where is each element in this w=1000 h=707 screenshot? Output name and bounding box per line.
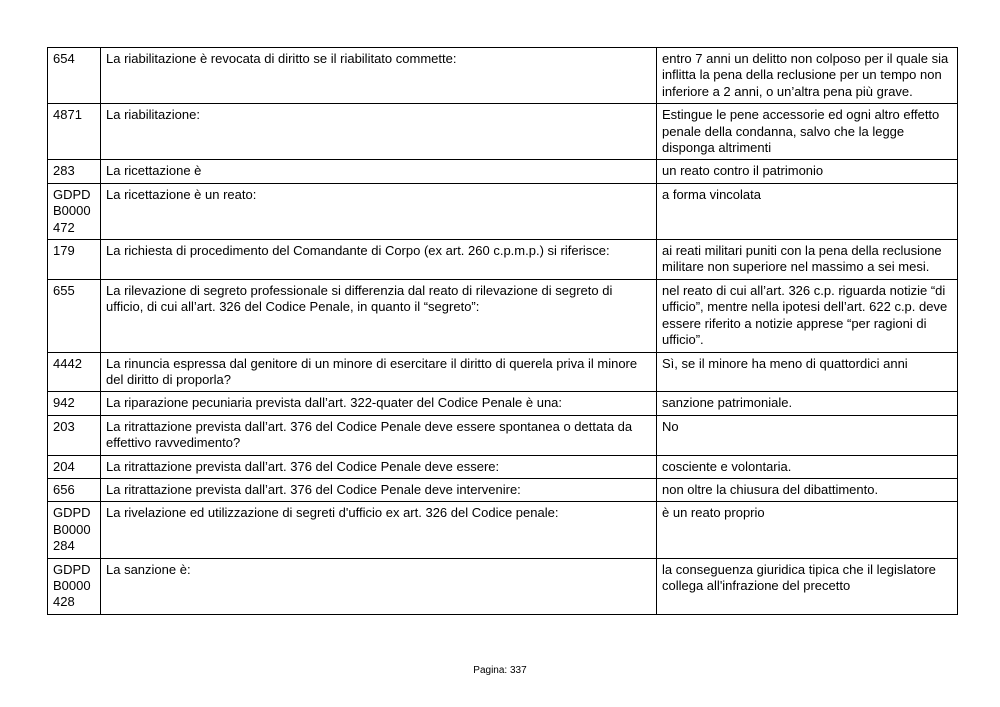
question-id-cell: 655 <box>48 279 101 352</box>
answer-cell: Estingue le pene accessorie ed ogni altro effetto penale della condanna, salvo che la legge disponga altrimenti <box>657 104 958 160</box>
answer-cell: sanzione patrimoniale. <box>657 392 958 415</box>
question-id-cell: 179 <box>48 240 101 280</box>
answer-cell: cosciente e volontaria. <box>657 455 958 478</box>
question-cell: La rinuncia espressa dal genitore di un minore di esercitare il diritto di querela priva il minore del diritto di proporla? <box>101 352 657 392</box>
answer-cell: non oltre la chiusura del dibattimento. <box>657 478 958 501</box>
answer-cell: è un reato proprio <box>657 502 958 558</box>
table-row <box>48 279 958 352</box>
question-cell: La riabilitazione è revocata di diritto se il riabilitato commette: <box>101 48 657 104</box>
quiz-table-body <box>48 48 958 615</box>
table-row <box>48 48 958 104</box>
question-id-cell: 283 <box>48 160 101 183</box>
question-cell: La ricettazione è un reato: <box>101 183 657 239</box>
table-row <box>48 558 958 614</box>
answer-cell: Sì, se il minore ha meno di quattordici anni <box>657 352 958 392</box>
question-cell: La riabilitazione: <box>101 104 657 160</box>
answer-cell: la conseguenza giuridica tipica che il legislatore collega all'infrazione del precetto <box>657 558 958 614</box>
quiz-table <box>47 47 958 615</box>
question-id-cell: 4442 <box>48 352 101 392</box>
answer-cell: nel reato di cui all’art. 326 c.p. riguarda notizie “di ufficio”, mentre nella ipotesi dell’art. 622 c.p. deve essere riferito a notizie apprese “per ragioni di ufficio”. <box>657 279 958 352</box>
question-id-cell: 656 <box>48 478 101 501</box>
table-row <box>48 183 958 239</box>
question-id-cell: GDPD B0000 428 <box>48 558 101 614</box>
table-row <box>48 502 958 558</box>
question-id-cell: 204 <box>48 455 101 478</box>
question-cell: La rivelazione ed utilizzazione di segreti d'ufficio ex art. 326 del Codice penale: <box>101 502 657 558</box>
answer-cell: entro 7 anni un delitto non colposo per il quale sia inflitta la pena della reclusione per un tempo non inferiore a 2 anni, o un’altra pena più grave. <box>657 48 958 104</box>
table-row <box>48 478 958 501</box>
question-cell: La ritrattazione prevista dall’art. 376 del Codice Penale deve essere: <box>101 455 657 478</box>
table-row <box>48 160 958 183</box>
table-row <box>48 352 958 392</box>
question-cell: La ritrattazione prevista dall’art. 376 del Codice Penale deve intervenire: <box>101 478 657 501</box>
table-row <box>48 455 958 478</box>
question-cell: La ritrattazione prevista dall’art. 376 del Codice Penale deve essere spontanea o dettata da effettivo ravvedimento? <box>101 415 657 455</box>
question-id-cell: GDPD B0000 284 <box>48 502 101 558</box>
question-id-cell: 942 <box>48 392 101 415</box>
table-row <box>48 415 958 455</box>
table-row <box>48 392 958 415</box>
question-cell: La ricettazione è <box>101 160 657 183</box>
answer-cell: No <box>657 415 958 455</box>
table-row <box>48 104 958 160</box>
answer-cell: a forma vincolata <box>657 183 958 239</box>
question-cell: La sanzione è: <box>101 558 657 614</box>
question-cell: La richiesta di procedimento del Comandante di Corpo (ex art. 260 c.p.m.p.) si riferisce: <box>101 240 657 280</box>
question-id-cell: 4871 <box>48 104 101 160</box>
question-cell: La rilevazione di segreto professionale si differenzia dal reato di rilevazione di segreto di ufficio, di cui all’art. 326 del Codice Penale, in quanto il “segreto”: <box>101 279 657 352</box>
question-id-cell: GDPD B0000 472 <box>48 183 101 239</box>
question-cell: La riparazione pecuniaria prevista dall’art. 322-quater del Codice Penale è una: <box>101 392 657 415</box>
page-number: Pagina: 337 <box>473 665 527 676</box>
answer-cell: un reato contro il patrimonio <box>657 160 958 183</box>
answer-cell: ai reati militari puniti con la pena della reclusione militare non superiore nel massimo a sei mesi. <box>657 240 958 280</box>
question-id-cell: 203 <box>48 415 101 455</box>
table-row <box>48 240 958 280</box>
question-id-cell: 654 <box>48 48 101 104</box>
